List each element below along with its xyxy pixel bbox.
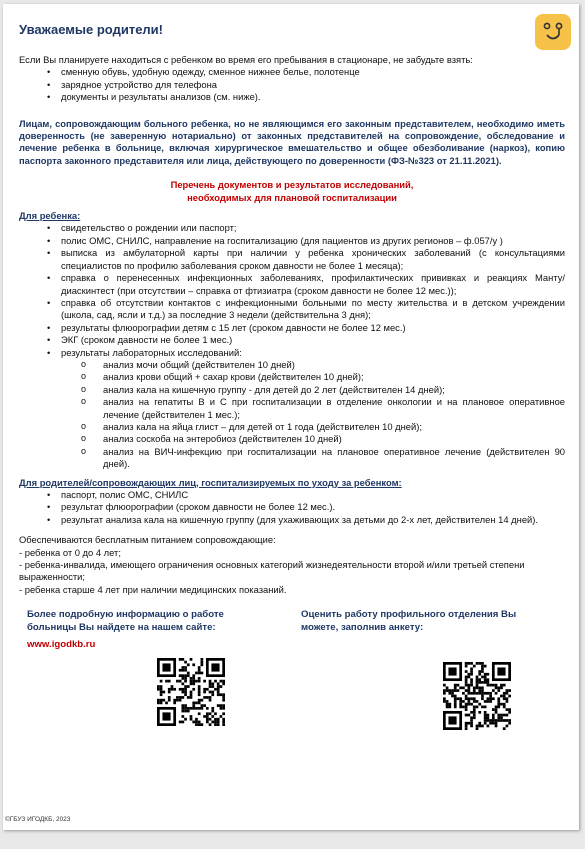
list-item: o анализ мочи общий (действителен 10 дней) xyxy=(19,359,565,371)
child-list xyxy=(19,222,565,358)
list-item: o анализ на гепатиты В и С при госпитализации в отделение онкологии и на плановое оперативное лечение (действителен 1 мес.); xyxy=(19,396,565,421)
list-title-line2: необходимых для плановой госпитализации xyxy=(187,191,397,203)
list-item: • результаты флюорографии детям с 15 лет (сроком давности не более 12 мес.) xyxy=(19,322,565,334)
list-item: o анализ кала на кишечную группу - для детей до 2 лет (действителен 14 дней); xyxy=(19,384,565,396)
lab-list xyxy=(19,359,565,471)
footer-site-text: Более подробную информацию о работе больницы Вы найдете на нашем сайте: xyxy=(27,609,224,634)
smiley-icon xyxy=(535,14,571,50)
copyright: ©ГБУЗ ИГОДКБ, 2023 xyxy=(5,815,71,823)
footer xyxy=(19,608,565,730)
qr-code-icon[interactable] xyxy=(157,658,225,726)
list-item: • сменную обувь, удобную одежду, сменное нижнее белье, полотенце xyxy=(19,66,565,78)
list-item: • документы и результаты анализов (см. ниже). xyxy=(19,91,565,103)
food-item: - ребенка-инвалида, имеющего ограничения основных категорий жизнедеятельности второй и/или третьей степени выраженности; xyxy=(19,559,525,583)
list-item: • свидетельство о рождении или паспорт; xyxy=(19,222,565,234)
list-item: • ЭКГ (сроком давности не более 1 мес.) xyxy=(19,334,565,346)
food-item: - ребенка от 0 до 4 лет; xyxy=(19,546,121,558)
list-item: • паспорт, полис ОМС, СНИЛС xyxy=(19,489,565,501)
page-title: Уважаемые родители! xyxy=(19,22,163,37)
food-title: Обеспечиваются бесплатным питанием сопровождающие: xyxy=(19,534,276,546)
site-link[interactable]: www.igodkb.ru xyxy=(27,639,96,651)
list-title-line1: Перечень документов и результатов исследований, xyxy=(170,179,414,191)
footer-survey-text: Оценить работу профильного отделения Вы можете, заполнив анкету: xyxy=(301,609,517,634)
document-page xyxy=(3,4,579,830)
list-item: o анализ соскоба на энтеробиоз (действителен 10 дней) xyxy=(19,433,565,445)
list-item: • результат флюорографии (сроком давности не более 12 мес.). xyxy=(19,501,565,513)
proxy-notice: Лицам, сопровождающим больного ребенка, но не являющимся его законным представителем, необходимо иметь доверенность (не заверенную нотариально) от законных представителей на сопровождение, обследование и лечение ребенка в больнице, включая хирургическое вмешательство и общее обезболивание (наркоз), копию паспорта законного представителя или лица, действующего по доверенности (ФЗ-№323 от 21.11.2021). xyxy=(19,117,565,166)
food-item: - ребенка старше 4 лет при наличии медицинских показаний. xyxy=(19,583,287,595)
list-item: • выписка из амбулаторной карты при наличии у ребенка хронических заболеваний (с консультациями специалистов по профилю заболевания сроком давности не более 1 месяца); xyxy=(19,247,565,272)
list-item: o анализ крови общий + сахар крови (действителен 10 дней); xyxy=(19,371,565,383)
child-section-header: Для ребенка: xyxy=(19,210,81,222)
list-item: • зарядное устройство для телефона xyxy=(19,79,565,91)
list-item: • справка о перенесенных инфекционных заболеваниях, профилактических прививках и реакциях Манту/диаскинтест (при отсутствии – справка от фтизиатра (сроком давности не более 12 мес.)); xyxy=(19,272,565,297)
qr-code-icon[interactable] xyxy=(443,662,511,730)
take-list xyxy=(19,66,565,103)
footer-site-block xyxy=(27,608,257,651)
intro-text: Если Вы планируете находиться с ребенком во время его пребывания в стационаре, не забудьте взять: xyxy=(19,54,473,65)
parents-section-header: Для родителей/сопровождающих лиц, госпитализируемых по уходу за ребенком: xyxy=(19,476,402,488)
list-item: • полис ОМС, СНИЛС, направление на госпитализацию (для пациентов из других регионов – ф.057/у ) xyxy=(19,235,565,247)
list-item: • результаты лабораторных исследований: xyxy=(19,347,565,359)
list-item: o анализ на ВИЧ-инфекцию при госпитализации на плановое оперативное лечение (действителен 90 дней). xyxy=(19,446,565,471)
footer-survey-block xyxy=(301,608,531,634)
list-item: • результат анализа кала на кишечную группу (для ухаживающих за детьми до 2-х лет, действителен 14 дней). xyxy=(19,514,565,526)
list-item: o анализ кала на яйца глист – для детей от 1 года (действителен 10 дней); xyxy=(19,421,565,433)
list-item: • справка об отсутствии контактов с инфекционными больными по месту жительства и в детском учреждении (школа, сад, ясли и т.д.) за последние 3 недели (действительна 3 дня); xyxy=(19,297,565,322)
parents-list xyxy=(19,489,565,526)
